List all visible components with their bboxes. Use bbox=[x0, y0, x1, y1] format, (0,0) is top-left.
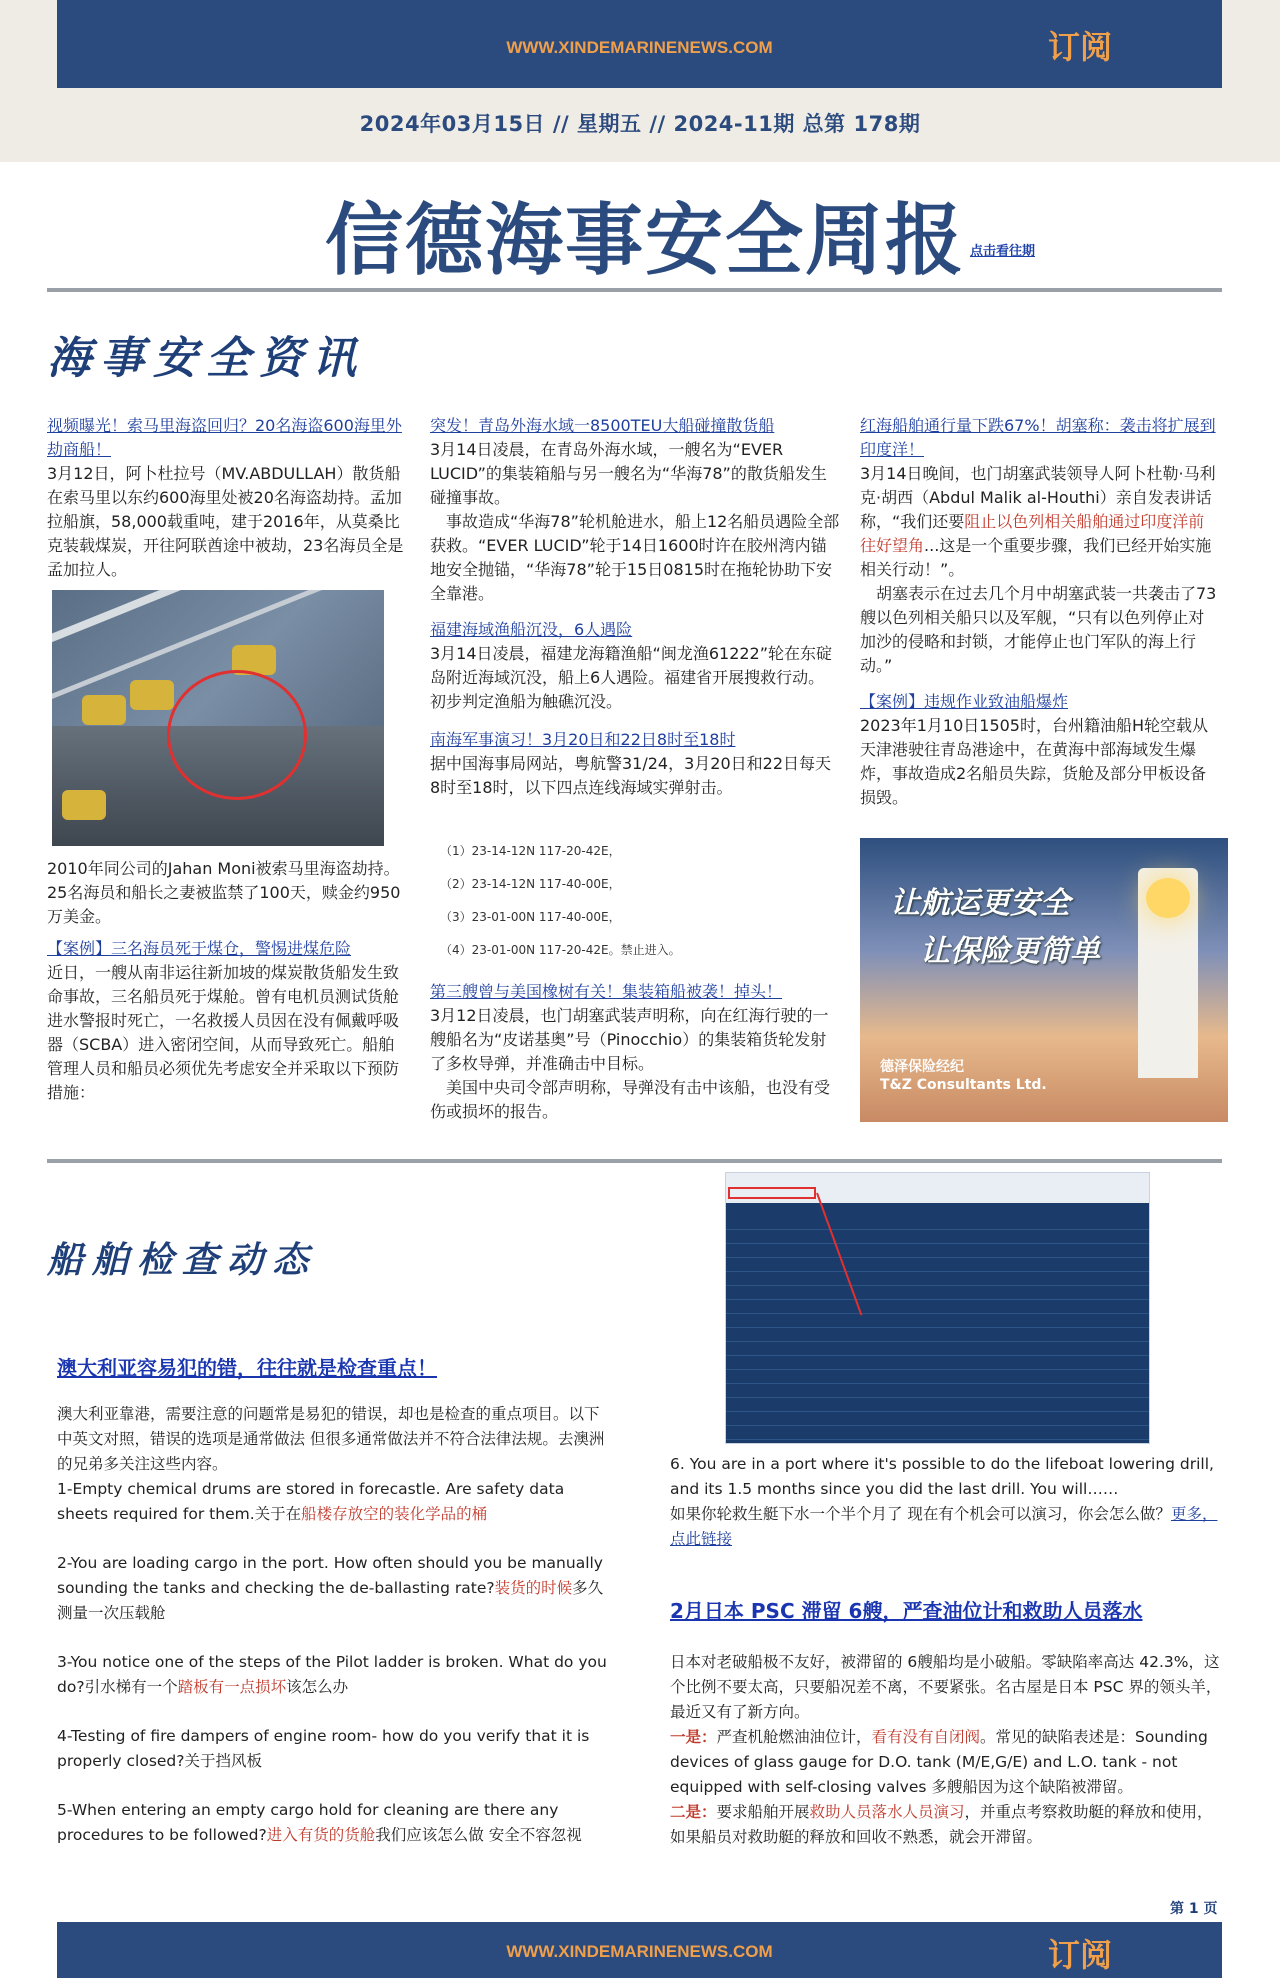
article-body: 胡塞表示在过去几个月中胡塞武装一共袭击了73艘以色列相关船只以及军舰，“只有以色列停止对加沙的侵略和封锁，才能停止也门军队的海上行动。” bbox=[860, 584, 1217, 675]
highlight-circle bbox=[167, 670, 307, 800]
coordinate-item: （3）23-01-00N 117-40-00E， bbox=[440, 910, 621, 924]
page-number: 第 1 页 bbox=[1170, 1901, 1218, 1917]
article-body: 3月14日凌晨，在青岛外海水域，一艘名为“EVER LUCID”的集装箱船与另一艘名为“华海78”的散货船发生碰撞事故。 bbox=[430, 440, 827, 507]
advertisement-banner[interactable] bbox=[860, 838, 1228, 1122]
website-link[interactable]: WWW.XINDEMARINENEWS.COM bbox=[506, 1942, 773, 1961]
footer-bar bbox=[57, 1922, 1222, 1978]
coordinate-item: （1）23-14-12N 117-20-42E， bbox=[440, 844, 621, 858]
article-title-link[interactable]: 第三艘曾与美国橡树有关！集装箱船被袭！掉头！ bbox=[430, 982, 783, 1001]
question-3: 3-You notice one of the steps of the Pilot ladder is broken. What do you do?引水梯有一个踏板有一点损坏该怎么办 bbox=[57, 1653, 607, 1696]
coordinate-item: （2）23-14-12N 117-40-00E， bbox=[440, 877, 621, 891]
inspection-right-column bbox=[670, 1452, 1222, 1552]
news-column-3 bbox=[860, 414, 1220, 810]
psc-article bbox=[670, 1650, 1222, 1850]
ad-company bbox=[880, 1058, 1047, 1094]
masthead-title: 信德海事安全周报 bbox=[325, 195, 966, 286]
article-body: 近日，一艘从南非运往新加坡的煤炭散货船发生致命事故，三名船员死于煤舱。曾有电机员测试货舱进水警报时死亡，一名救援人员因在没有佩戴呼吸器（SCBA）进入密闭空间，从而导致死亡。船舶管理人员和船员必须优先考虑安全并采取以下预防措施： bbox=[47, 963, 400, 1102]
question-6: 6. You are in a port where it's possible to do the lifeboat lowering drill, and its 1.5 months since you did the last drill. You will…… bbox=[670, 1455, 1214, 1498]
divider bbox=[47, 1159, 1222, 1163]
question-6-cn: 如果你轮救生艇下水一个半个月了 现在有个机会可以演习，你会怎么做？更多，点此链接 bbox=[670, 1505, 1218, 1548]
article-title-link[interactable]: 澳大利亚容易犯的错，往往就是检查重点！ bbox=[57, 1356, 437, 1380]
coordinate-item: （4）23-01-00N 117-20-42E。禁止进入。 bbox=[440, 943, 681, 957]
news-column-2-continued bbox=[430, 980, 840, 1124]
ad-slogan-1: 让航运更安全 bbox=[890, 886, 1070, 921]
article-title-link[interactable]: 【案例】三名海员死于煤仓，警惕进煤危险 bbox=[47, 939, 352, 958]
inspection-results-screenshot bbox=[725, 1172, 1150, 1444]
news-column-1-continued bbox=[47, 857, 405, 1105]
article-body: 据中国海事局网站，粤航警31/24，3月20日和22日每天8时至18时，以下四点连线海域实弹射击。 bbox=[430, 754, 832, 797]
article-title-link[interactable]: 【案例】违规作业致油船爆炸 bbox=[860, 692, 1069, 711]
question-5: 5-When entering an empty cargo hold for cleaning are there any procedures to be followed?进入有货的货舱我们应该怎么做 安全不容忽视 bbox=[57, 1801, 582, 1844]
article-body: 二是：要求船舶开展救助人员落水人员演习，并重点考察救助艇的释放和使用，如果船员对救助艇的释放和回收不熟悉，就会开滞留。 bbox=[670, 1803, 1213, 1846]
article-body: 3月12日，阿卜杜拉号（MV.ABDULLAH）散货船在索马里以东约600海里处被20名海盗劫持。孟加拉船旗，58,000载重吨，建于2016年，从莫桑比克装载煤炭，开往阿联酋途中被劫，23名海员全是孟加拉人。 bbox=[47, 464, 404, 579]
question-2: 2-You are loading cargo in the port. How often should you be manually sounding the tanks and checking the de-ballasting rate?装货的时候多久测量一次压载舱 bbox=[57, 1554, 604, 1622]
subscribe-link[interactable]: 订阅 bbox=[1047, 1936, 1112, 1974]
article-title-link[interactable]: 突发！青岛外海水域一8500TEU大船碰撞散货船 bbox=[430, 416, 775, 435]
article-body: 日本对老破船极不友好，被滞留的 6艘船均是小破船。零缺陷率高达 42.3%，这个比例不要太高，只要船况差不离，不要紧张。名古屋是日本 PSC 界的领头羊，最近又有了新方向。 bbox=[670, 1653, 1222, 1721]
inspection-left-column bbox=[57, 1402, 612, 1848]
ad-slogan-2: 让保险更简单 bbox=[920, 934, 1100, 969]
divider bbox=[47, 288, 1222, 292]
article-title-link[interactable]: 红海船舶通行量下跌67%！胡塞称：袭击将扩展到印度洋！ bbox=[860, 416, 1216, 459]
highlighted-text: 阻止以色列相关船舶通过印度洋前往好望角 bbox=[860, 512, 1205, 555]
news-column-1 bbox=[47, 414, 405, 582]
article-title-link[interactable]: 视频曝光！索马里海盗回归？20名海盗600海里外劫商船！ bbox=[47, 416, 402, 459]
article-body: 一是：严查机舱燃油油位计，看有没有自闭阀。常见的缺陷表述是：Sounding devices of glass gauge for D.O. tank (M/E,G/E) and L.O. tank - not equipped with self-closing valves 多艘船因为这个缺陷被滞留。 bbox=[670, 1728, 1208, 1796]
news-photo bbox=[52, 590, 384, 846]
article-body: 事故造成“华海78”轮机舱进水，船上12名船员遇险全部获救。“EVER LUCID”轮于14日1600时许在胶州湾内锚地安全抛锚，“华海78”轮于15日0815时在拖轮协助下安全靠港。 bbox=[430, 512, 840, 603]
article-body: 3月14日凌晨，福建龙海籍渔船“闽龙渔61222”轮在东碇岛附近海域沉没，船上6人遇险。福建省开展搜救行动。初步判定渔船为触礁沉没。 bbox=[430, 644, 833, 711]
article-body: 3月14日晚间，也门胡塞武装领导人阿卜杜勒·马利克·胡西（Abdul Malik al-Houthi）亲自发表讲话称，“我们还要阻止以色列相关船舶通过印度洋前往好望角...这是一个重要步骤，我们已经开始实施相关行动！”。 bbox=[860, 464, 1216, 579]
website-link[interactable]: WWW.XINDEMARINENEWS.COM bbox=[506, 38, 773, 57]
section-title-inspection: 船舶检查动态 bbox=[47, 1239, 318, 1281]
more-link[interactable]: 更多，点此链接 bbox=[670, 1505, 1218, 1548]
ad-company-cn: 德泽保险经纪 bbox=[880, 1059, 964, 1075]
article-body: 2010年同公司的Jahan Moni被索马里海盗劫持。25名海员和船长之妻被监禁了100天，赎金约950万美金。 bbox=[47, 859, 401, 926]
coordinate-list bbox=[440, 835, 681, 967]
question-1: 1-Empty chemical drums are stored in forecastle. Are safety data sheets required for them.关于在船楼存放空的装化学品的桶 bbox=[57, 1480, 565, 1523]
ad-company-en: T&Z Consultants Ltd. bbox=[880, 1077, 1047, 1093]
article-body: 2023年1月10日1505时，台州籍油船H轮空载从天津港驶往青岛港途中，在黄海中部海域发生爆炸，事故造成2名船员失踪，货舱及部分甲板设备损毁。 bbox=[860, 716, 1209, 807]
past-issues-link[interactable]: 点击看往期 bbox=[970, 244, 1036, 259]
article-body: 澳大利亚靠港，需要注意的问题常是易犯的错误，却也是检查的重点项目。以下中英文对照，错误的选项是通常做法 但很多通常做法并不符合法律法规。去澳洲的兄弟多关注这些内容。 bbox=[57, 1405, 605, 1473]
dateline: 2024年03月15日 // 星期五 // 2024-11期 总第 178期 bbox=[359, 112, 921, 136]
news-column-2 bbox=[430, 414, 840, 800]
section-title-safety-news: 海事安全资讯 bbox=[47, 333, 365, 384]
question-4: 4-Testing of fire dampers of engine room- how do you verify that it is properly closed?关于挡风板 bbox=[57, 1727, 590, 1770]
header-bar bbox=[57, 0, 1222, 88]
article-title-link[interactable]: 2月日本 PSC 滞留 6艘，严查油位计和救助人员落水 bbox=[670, 1599, 1143, 1623]
article-body: 3月12日凌晨，也门胡塞武装声明称，向在红海行驶的一艘船名为“皮诺基奥”号（Pinocchio）的集装箱货轮发射了多枚导弹，并准确击中目标。 bbox=[430, 1006, 829, 1073]
article-title-link[interactable]: 南海军事演习！3月20日和22日8时至18时 bbox=[430, 730, 736, 749]
article-body: 美国中央司令部声明称，导弹没有击中该船，也没有受伤或损坏的报告。 bbox=[430, 1078, 831, 1121]
article-title-link[interactable]: 福建海域渔船沉没，6人遇险 bbox=[430, 620, 633, 639]
subscribe-link[interactable]: 订阅 bbox=[1047, 28, 1112, 66]
